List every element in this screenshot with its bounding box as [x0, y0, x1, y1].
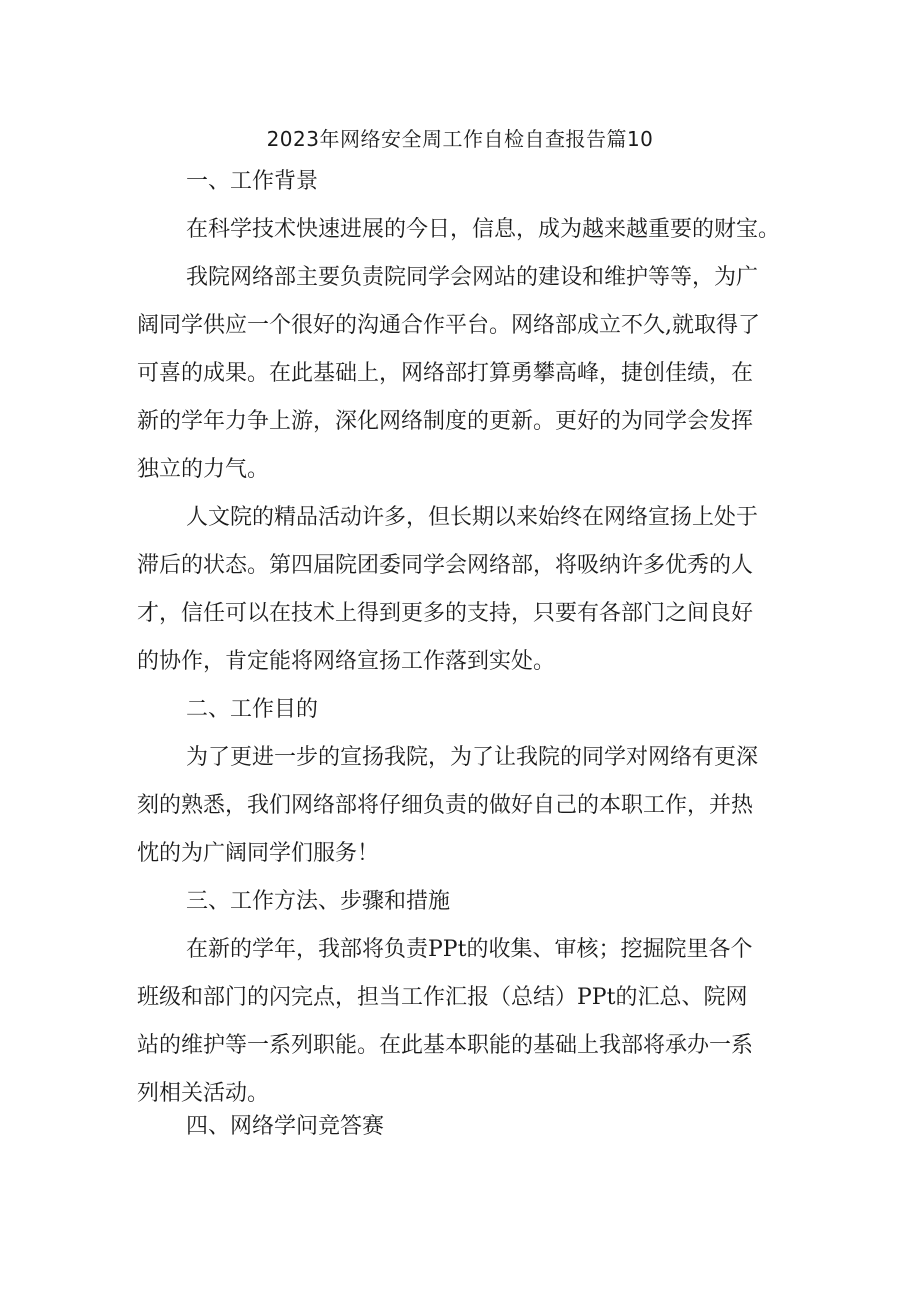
paragraph-line: 新的学年力争上游，深化网络制度的更新。更好的为同学会发挥 — [137, 409, 754, 434]
section-heading-background: 一、工作背景 — [186, 169, 319, 194]
section-heading-quiz: 四、网络学问竞答赛 — [186, 1114, 385, 1139]
paragraph-line: 阔同学供应一个很好的沟通合作平台。网络部成立不久,就取得了 — [137, 313, 760, 338]
section-heading-purpose: 二、工作目的 — [186, 697, 319, 722]
paragraph-line: 为了更进一步的宣扬我院，为了让我院的同学对网络有更深 — [186, 745, 759, 770]
paragraph-line: 可喜的成果。在此基础上，网络部打算勇攀高峰，捷创佳绩，在 — [137, 361, 754, 386]
section-heading-methods: 三、工作方法、步骤和措施 — [186, 889, 451, 914]
paragraph-line: 刻的熟悉，我们网络部将仔细负责的做好自己的本职工作，并热 — [137, 793, 754, 818]
paragraph-line: 列相关活动。 — [137, 1081, 270, 1106]
paragraph-line: 忱的为广阔同学们服务！ — [137, 841, 380, 866]
paragraph-line: 人文院的精品活动许多，但长期以来始终在网络宣扬上处于 — [186, 505, 759, 530]
paragraph-line: 在新的学年，我部将负责PPt的收集、审核；挖掘院里各个 — [186, 937, 753, 962]
paragraph-line: 在科学技术快速进展的今日，信息，成为越来越重要的财宝。 — [186, 217, 781, 242]
document-title: 2023年网络安全周工作自检自查报告篇10 — [266, 127, 654, 151]
paragraph-line: 滞后的状态。第四届院团委同学会网络部，将吸纳许多优秀的人 — [137, 553, 754, 578]
paragraph-line: 的协作，肯定能将网络宣扬工作落到实处。 — [137, 649, 556, 674]
paragraph-line: 站的维护等一系列职能。在此基本职能的基础上我部将承办一系 — [137, 1033, 754, 1058]
paragraph-line: 我院网络部主要负责院同学会网站的建设和维护等等，为广 — [186, 265, 759, 290]
paragraph-line: 才，信任可以在技术上得到更多的支持，只要有各部门之间良好 — [137, 601, 754, 626]
paragraph-line: 独立的力气。 — [137, 457, 270, 482]
paragraph-line: 班级和部门的闪完点，担当工作汇报（总结）PPt的汇总、院网 — [137, 985, 748, 1010]
